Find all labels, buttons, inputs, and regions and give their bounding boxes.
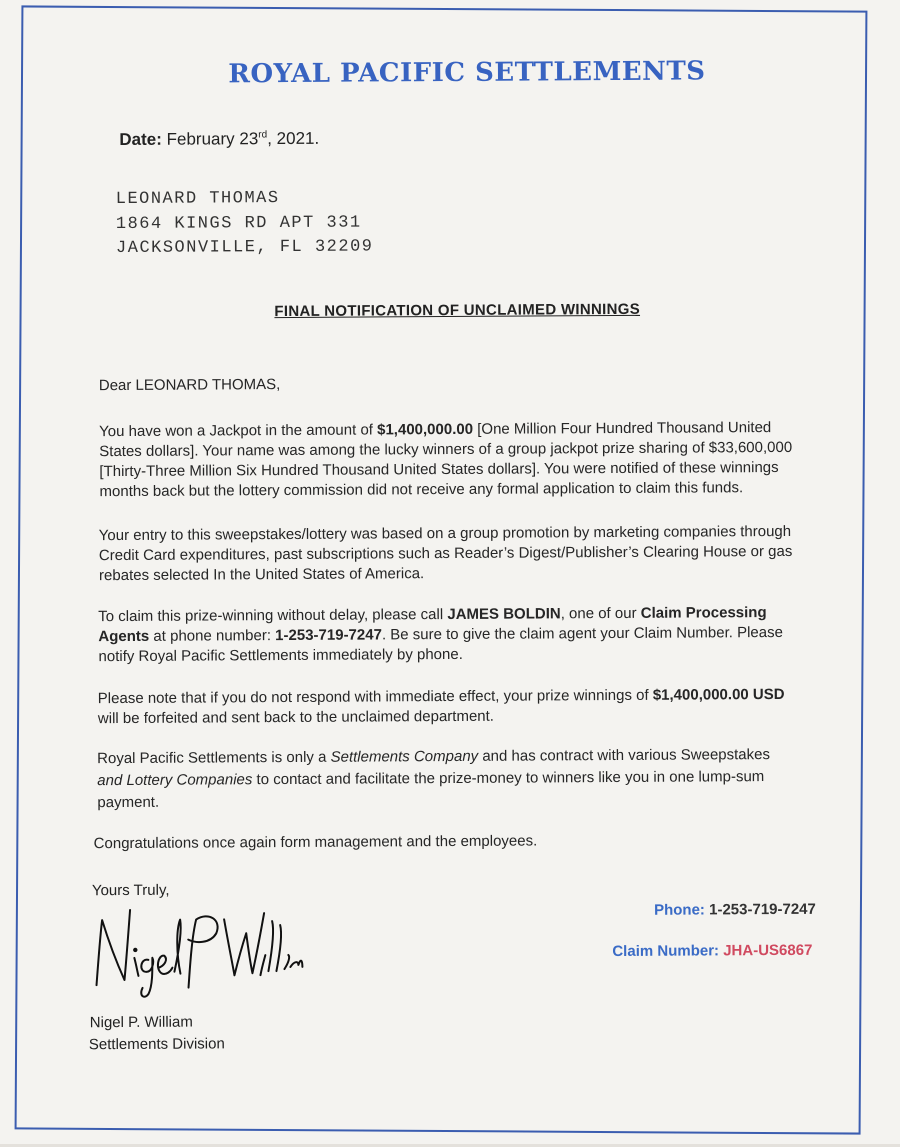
p1-line-3: [Thirty-Three Million Six Hundred Thousand United States dollars]. You were notified of these winnings: [99, 458, 779, 481]
p3-text: To claim this prize-winning without delay, please call: [98, 606, 448, 626]
signer-name: Nigel P. William: [89, 1013, 193, 1032]
salutation: Dear LEONARD THOMAS,: [98, 376, 281, 395]
p2-line-3: rebates selected In the United States of America.: [98, 565, 425, 585]
paragraph-winnings: [99, 418, 792, 502]
phone-number: 1-253-719-7247: [709, 900, 816, 919]
date-label: Date:: [119, 129, 162, 150]
agent-role-2: Agents: [98, 627, 150, 646]
agent-name: JAMES BOLDIN: [447, 605, 561, 624]
notice-heading: FINAL NOTIFICATION OF UNCLAIMED WINNINGS: [274, 300, 641, 321]
p5-line-2: [97, 766, 770, 792]
p1-amount: $1,400,000.00: [377, 420, 474, 439]
signature: [84, 899, 305, 1000]
paragraph-claim: [98, 603, 783, 667]
sign-off: Yours Truly,: [91, 881, 170, 900]
date-month-day: February 23: [166, 129, 259, 149]
p1-line-4: months back but the lottery commission did not receive any formal application to claim this funds.: [99, 479, 744, 501]
p2-line-2: Credit Card expenditures, past subscriptions such as Reader’s Digest/Publisher’s Clearing House or gas: [98, 542, 793, 565]
paragraph-company: [97, 744, 770, 814]
p4-amount: $1,400,000.00 USD: [652, 685, 785, 704]
claim-label: Claim Number:: [612, 942, 720, 961]
phone-label: Phone:: [654, 901, 705, 919]
company-name: ROYAL PACIFIC SETTLEMENTS: [228, 56, 706, 90]
p5-italic-2: and Lottery Companies: [97, 771, 253, 790]
p1-text: You have won a Jackpot in the amount of: [99, 421, 378, 441]
p4-text: Please note that if you do not respond with immediate effect, your prize winnings of: [97, 686, 653, 708]
contact-phone: [654, 901, 816, 919]
p3-text: , one of our: [560, 604, 641, 623]
paragraph-forfeit: [98, 685, 785, 729]
date-year: , 2021.: [267, 128, 320, 149]
p3-text: . Be sure to give the claim agent your Claim Number. Please: [381, 623, 783, 644]
p5-italic-1: Settlements Company: [330, 747, 479, 766]
letter-date: [119, 129, 319, 150]
p5-text: and has contract with various Sweepstakes: [478, 746, 771, 765]
p5-text: Royal Pacific Settlements is only a: [97, 748, 331, 768]
p5-line-3: payment.: [97, 793, 160, 812]
contact-claim: [612, 942, 812, 960]
p1-line-2: States dollars]. Your name was among the lucky winners of a group jackpot prize sharing of $33,600,000: [99, 438, 793, 461]
p3-text: at phone number:: [149, 627, 276, 645]
address-line-name: LEONARD THOMAS: [115, 189, 280, 210]
agent-role-1: Claim Processing: [640, 604, 767, 622]
paragraph-entry: [99, 522, 793, 586]
claim-number: JHA-US6867: [723, 941, 813, 960]
p4-line-1: [98, 685, 785, 709]
p3-line-2: [98, 623, 783, 647]
signer-department: Settlements Division: [88, 1035, 225, 1054]
p3-phone: 1-253-719-7247: [275, 626, 382, 645]
p1-text: [One Million Four Hundred Thousand United: [472, 419, 772, 438]
address-line-city: JACKSONVILLE, FL 32209: [115, 237, 374, 259]
date-suffix: rd: [258, 129, 268, 141]
address-line-street: 1864 KINGS RD APT 331: [115, 213, 362, 235]
p2-line-1: Your entry to this sweepstakes/lottery was based on a group promotion by marketing companies through: [98, 522, 792, 545]
p3-line-3: notify Royal Pacific Settlements immediately by phone.: [98, 645, 463, 666]
closing-line: Congratulations once again form management and the employees.: [93, 832, 538, 853]
p4-line-2: will be forfeited and sent back to the unclaimed department.: [97, 707, 495, 728]
p5-text: to contact and facilitate the prize-money to winners like you in one lump-sum: [252, 768, 765, 789]
